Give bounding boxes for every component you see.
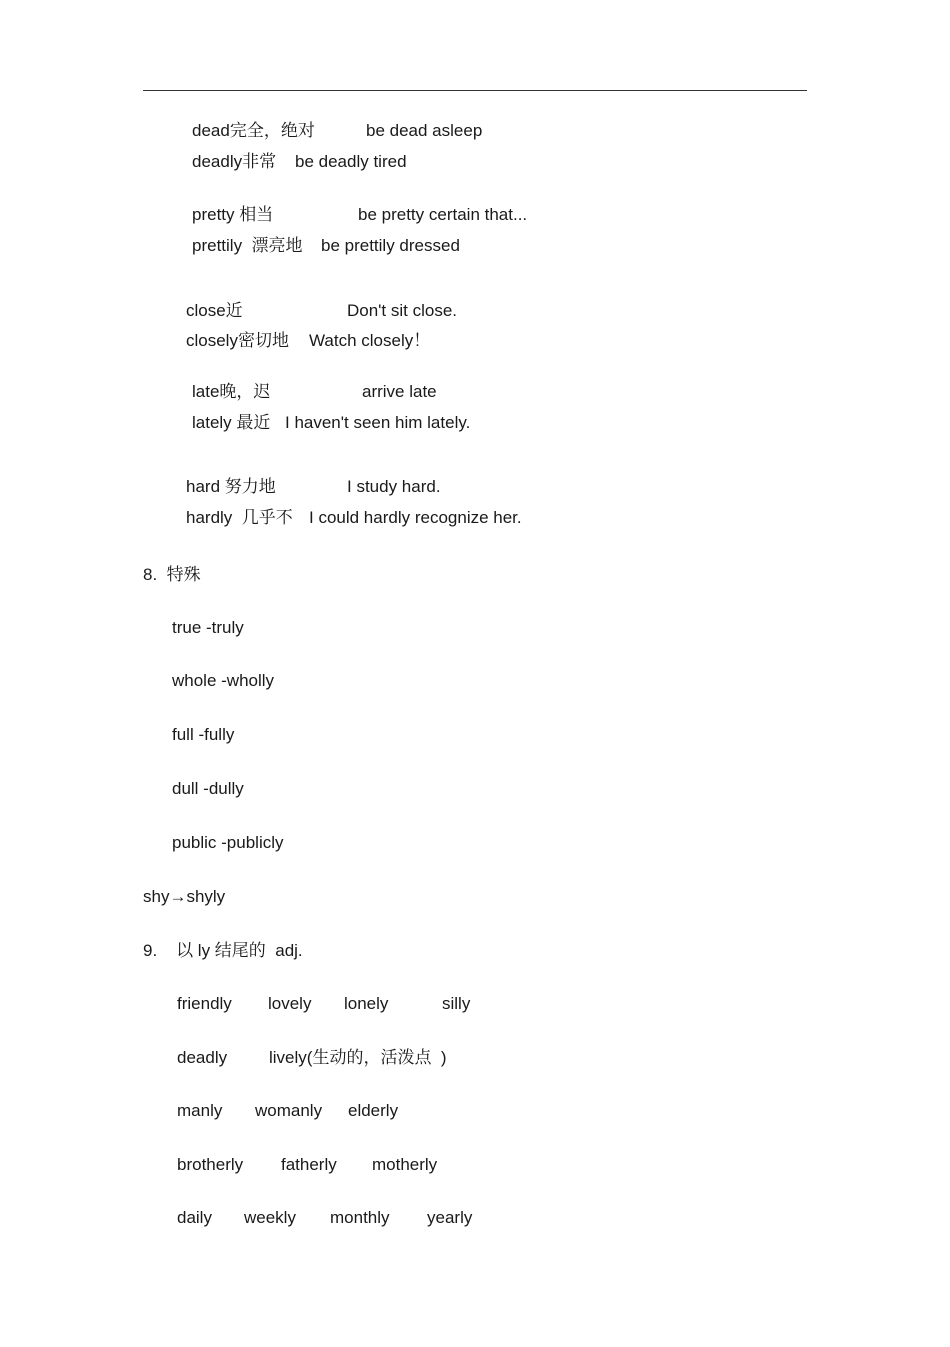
pair-example: I haven't seen him lately. <box>285 413 471 432</box>
adj-word: silly <box>442 994 471 1013</box>
adj-word: yearly <box>427 1208 473 1227</box>
pair-example: arrive late <box>362 382 437 401</box>
pair-example: Watch closely！ <box>309 331 431 350</box>
list-item: full -fully <box>172 725 235 744</box>
pair-example: be pretty certain that... <box>358 205 528 224</box>
pair-word: pretty 相当 <box>192 205 274 224</box>
pair-word: hard 努力地 <box>186 477 276 496</box>
pair-example: be deadly tired <box>295 152 407 171</box>
adj-word: daily <box>177 1208 212 1227</box>
adj-word: lively(生动的，活泼点 ) <box>269 1048 447 1067</box>
header-rule <box>143 90 807 91</box>
pair-word: close近 <box>186 301 243 320</box>
adj-word: friendly <box>177 994 232 1013</box>
section-8-heading: 8. 特殊 <box>143 565 201 584</box>
pair-word: closely密切地 <box>186 331 289 350</box>
pair-example: Don't sit close. <box>347 301 458 320</box>
pair-word: deadly非常 <box>192 152 277 171</box>
adj-word: lovely <box>268 994 312 1013</box>
adj-word: elderly <box>348 1101 399 1120</box>
list-item: whole -wholly <box>172 671 275 690</box>
adj-word: womanly <box>255 1101 323 1120</box>
adj-word: lonely <box>344 994 389 1013</box>
adj-word: weekly <box>244 1208 296 1227</box>
adj-word: monthly <box>330 1208 390 1227</box>
adj-word: fatherly <box>281 1155 337 1174</box>
adj-word: deadly <box>177 1048 228 1067</box>
section-9-heading: 9. 以 ly 结尾的 adj. <box>143 941 303 960</box>
adj-word: manly <box>177 1101 223 1120</box>
pair-example: be dead asleep <box>366 121 483 140</box>
pair-word: prettily 漂亮地 <box>192 236 303 255</box>
pair-word: dead完全，绝对 <box>192 121 315 140</box>
pair-example: I could hardly recognize her. <box>309 508 522 527</box>
pair-example: I study hard. <box>347 477 441 496</box>
adj-word: brotherly <box>177 1155 244 1174</box>
list-item: shy→shyly <box>143 887 226 906</box>
list-item: true -truly <box>172 618 244 637</box>
pair-example: be prettily dressed <box>321 236 460 255</box>
pair-word: lately 最近 <box>192 413 271 432</box>
pair-word: hardly 几乎不 <box>186 508 293 527</box>
list-item: dull -dully <box>172 779 244 798</box>
adj-word: motherly <box>372 1155 438 1174</box>
pair-word: late晚，迟 <box>192 382 271 401</box>
list-item: public -publicly <box>172 833 284 852</box>
